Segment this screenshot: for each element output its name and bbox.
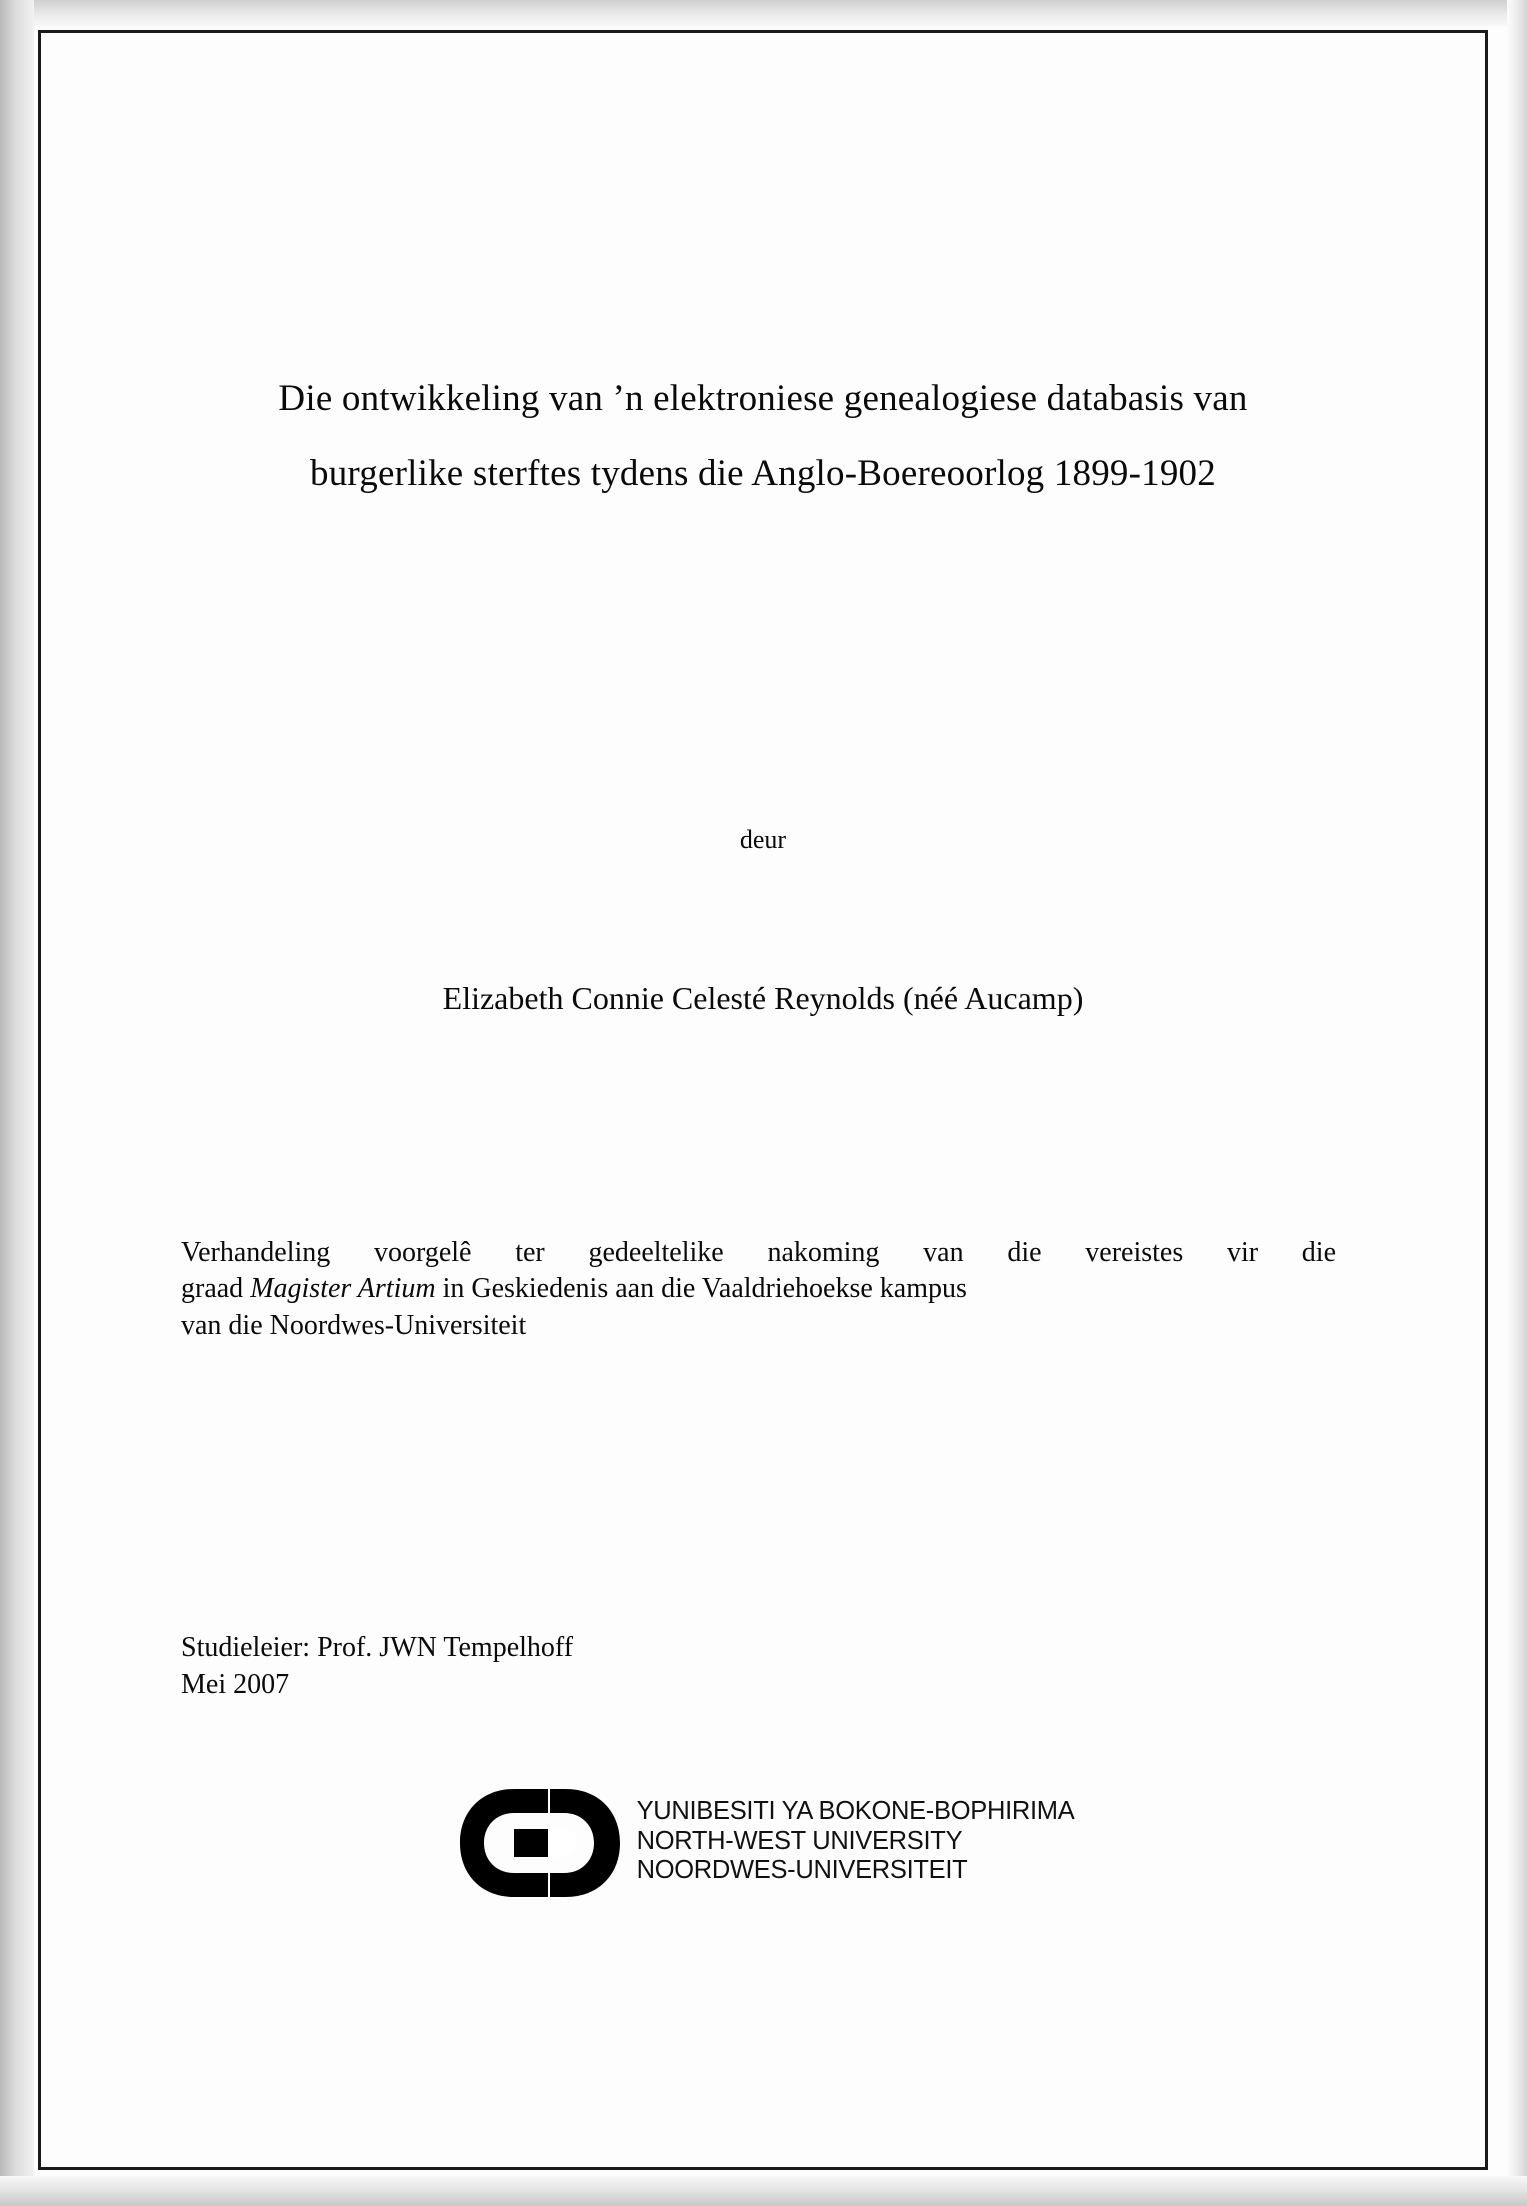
degree-statement-line-2 xyxy=(181,1271,1336,1307)
scan-edge-left xyxy=(0,0,34,2206)
author-name: Elizabeth Connie Celesté Reynolds (néé Aucamp) xyxy=(442,980,1084,1016)
by-label: deur xyxy=(739,825,787,854)
date-line: Mei 2007 xyxy=(181,1668,290,1700)
title-page-content xyxy=(38,30,1488,2170)
scan-edge-top xyxy=(0,0,1527,26)
north-west-university-logo-icon xyxy=(452,1785,627,1903)
degree-statement-line-2-pre: graad xyxy=(181,1273,251,1305)
title-line-1: Die ontwikkeling van ’n elektroniese genealogiese databasis van xyxy=(278,378,1248,419)
degree-statement xyxy=(181,1235,1336,1344)
university-logo-line-3: NOORDWES-UNIVERSITEIT xyxy=(636,1856,968,1885)
university-logo-line-2: NORTH-WEST UNIVERSITY xyxy=(636,1826,963,1855)
supervisor-block xyxy=(181,1630,573,1704)
degree-statement-line-3: van die Noordwes-Universiteit xyxy=(181,1309,527,1341)
scan-edge-right xyxy=(1507,0,1527,2206)
university-logo-line-1: YUNIBESITI YA BOKONE-BOPHIRIMA xyxy=(636,1797,1075,1825)
university-logo xyxy=(38,1785,1488,1903)
title-line-2: burgerlike sterftes tydens die Anglo-Boereoorlog 1899-1902 xyxy=(310,453,1216,494)
degree-name-italic: Magister Artium xyxy=(250,1273,436,1305)
degree-statement-line-2-post: in Geskiedenis aan die Vaaldriehoekse kampus xyxy=(435,1273,967,1305)
supervisor-line: Studieleier: Prof. JWN Tempelhoff xyxy=(181,1632,574,1663)
degree-statement-line-1: Verhandeling voorgelê ter gedeeltelike nakoming van die vereistes vir die xyxy=(181,1237,1336,1268)
page-title xyxy=(178,380,1348,492)
university-logo-text xyxy=(637,1785,1075,1886)
scan-edge-bottom xyxy=(0,2176,1527,2206)
